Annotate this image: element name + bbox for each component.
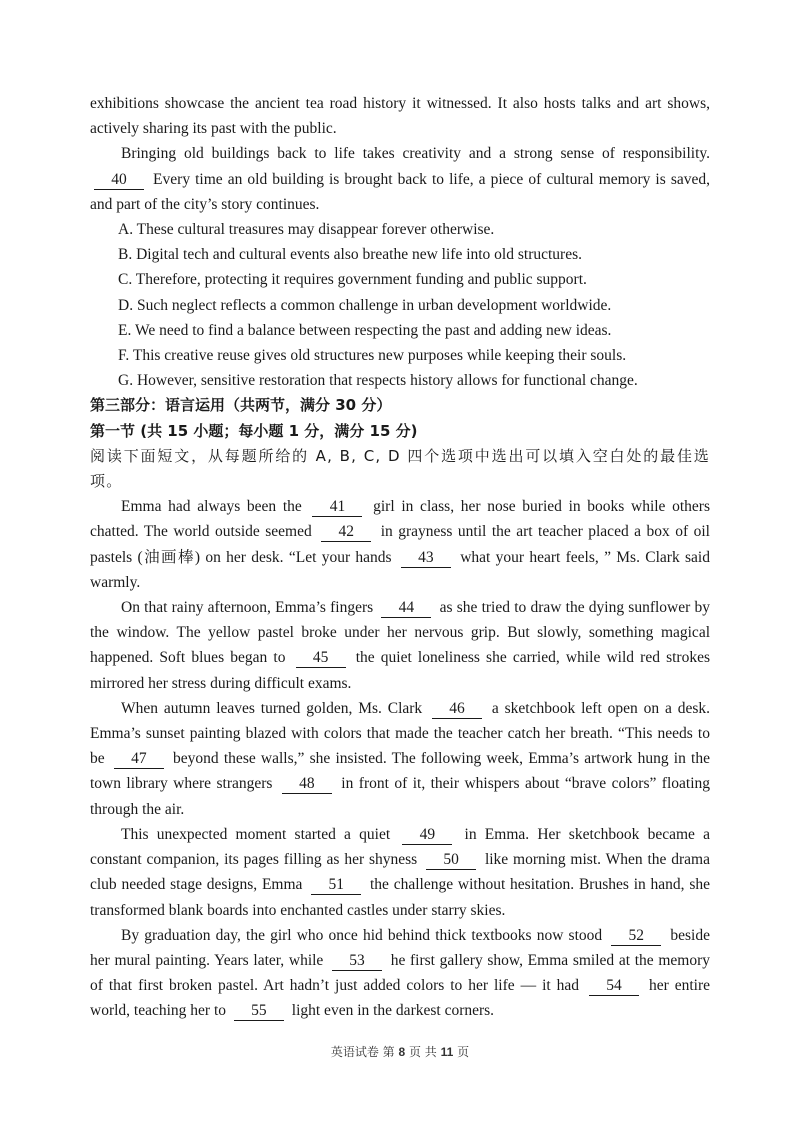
answer-blank-50: 50 xyxy=(426,851,476,870)
text-run: By graduation day, the girl who once hid behind thick textbooks now stood xyxy=(121,926,608,944)
answer-blank-53: 53 xyxy=(332,952,382,971)
footer-middle: 页 共 xyxy=(408,1045,437,1059)
answer-blank-45: 45 xyxy=(296,649,346,668)
option-g: G. However, sensitive restoration that respects history allows for functional change. xyxy=(118,372,638,390)
answer-blank-54: 54 xyxy=(589,977,639,996)
answer-blank-43: 43 xyxy=(401,549,451,568)
text-run: Every time an old building is brought back to life, a piece of cultural memory is saved, and part of the city’s story continues. xyxy=(90,170,710,213)
text-run: This unexpected moment started a quiet xyxy=(121,825,399,843)
story-paragraph xyxy=(90,696,710,822)
answer-blank-47: 47 xyxy=(114,750,164,769)
answer-blank-46: 46 xyxy=(432,700,482,719)
text-run: in front of it, their whispers about “brave colors” floating through the air. xyxy=(90,775,710,818)
answer-blank-52: 52 xyxy=(611,927,661,946)
footer-page-number: 8 xyxy=(398,1045,406,1059)
continuation-paragraph xyxy=(90,91,710,141)
cloze-story xyxy=(90,494,710,1023)
answer-blank-55: 55 xyxy=(234,1002,284,1021)
answer-blank-49: 49 xyxy=(402,826,452,845)
text-run: the challenge without hesitation. Brushes in hand, she transformed blank boards into enchanted castles under starry skies. xyxy=(90,876,710,919)
story-paragraph xyxy=(90,595,710,696)
story-paragraph xyxy=(90,822,710,923)
option-d: D. Such neglect reflects a common challenge in urban development worldwide. xyxy=(118,296,612,314)
answer-blank-42: 42 xyxy=(321,523,371,542)
restoration-paragraph xyxy=(90,141,710,217)
text-run: in Emma. Her sketchbook became a constant companion, its pages filling as her shyness xyxy=(90,825,710,869)
text-run: beyond these walls,” she insisted. The following week, Emma’s artwork hung in the town library where strangers xyxy=(90,750,710,793)
footer-suffix: 页 xyxy=(457,1045,470,1059)
option-a: A. These cultural treasures may disappear forever otherwise. xyxy=(118,221,495,239)
footer-prefix: 英语试卷 第 xyxy=(330,1045,395,1059)
option-b: B. Digital tech and cultural events also breathe new life into old structures. xyxy=(118,246,583,264)
text-run: When autumn leaves turned golden, Ms. Clark xyxy=(121,699,429,717)
text-run: like morning mist. When the drama club needed stage designs, Emma xyxy=(90,851,710,894)
instruction-text: 阅读下面短文，从每题所给的 A, B, C, D 四个选项中选出可以填入空白处的最佳选项。 xyxy=(90,446,710,491)
text-run: her entire world, teaching her to xyxy=(90,977,710,1020)
text-run: exhibitions showcase the ancient tea road history it witnessed. It also hosts talks and art shows, actively sharing its past with the public. xyxy=(90,95,710,138)
footer-total-pages: 11 xyxy=(440,1045,454,1059)
story-paragraph xyxy=(90,494,710,595)
text-run: what your heart feels, ” Ms. Clark said warmly. xyxy=(90,548,710,591)
page-content xyxy=(90,91,710,1024)
text-run: light even in the darkest corners. xyxy=(287,1002,495,1020)
text-run: Bringing old buildings back to life takes creativity and a strong sense of responsibility. xyxy=(121,145,710,163)
answer-blank-51: 51 xyxy=(311,876,361,895)
text-run: as she tried to draw the dying sunflower by the window. The yellow pastel broke under her nervous grip. But slowly, something magical happened. Soft blues began to xyxy=(90,599,711,667)
text-run: On that rainy afternoon, Emma’s fingers xyxy=(121,599,378,617)
options-list xyxy=(90,217,710,393)
text-run: the quiet loneliness she carried, while wild red strokes mirrored her stress during difficult exams. xyxy=(90,649,710,692)
text-run: in grayness until the art teacher placed a box of oil pastels (油画棒) on her desk. “Let your hands xyxy=(90,523,710,566)
answer-blank-48: 48 xyxy=(282,775,332,794)
answer-blank-40: 40 xyxy=(94,171,144,190)
section-heading: 第一节 (共 15 小题；每小题 1 分，满分 15 分) xyxy=(90,421,418,440)
page-footer xyxy=(0,1043,800,1060)
option-c: C. Therefore, protecting it requires government funding and public support. xyxy=(118,271,587,289)
option-f: F. This creative reuse gives old structures new purposes while keeping their souls. xyxy=(118,347,627,365)
text-run: he first gallery show, Emma smiled at the memory of that first broken pastel. Art hadn’t just added colors to her life — it had xyxy=(90,951,710,995)
part-heading: 第三部分：语言运用（共两节，满分 30 分） xyxy=(90,396,392,415)
text-run: beside her mural painting. Years later, while xyxy=(90,926,710,969)
text-run: a sketchbook left open on a desk. Emma’s sunset painting blazed with colors that made the teacher catch her breath. “This needs to be xyxy=(90,699,710,768)
text-run: girl in class, her nose buried in books while others chatted. The world outside seemed xyxy=(90,498,710,541)
option-e: E. We need to find a balance between respecting the past and adding new ideas. xyxy=(118,321,612,339)
text-run: Emma had always been the xyxy=(121,498,309,516)
story-paragraph xyxy=(90,923,710,1024)
answer-blank-41: 41 xyxy=(312,498,362,517)
answer-blank-44: 44 xyxy=(381,599,431,618)
